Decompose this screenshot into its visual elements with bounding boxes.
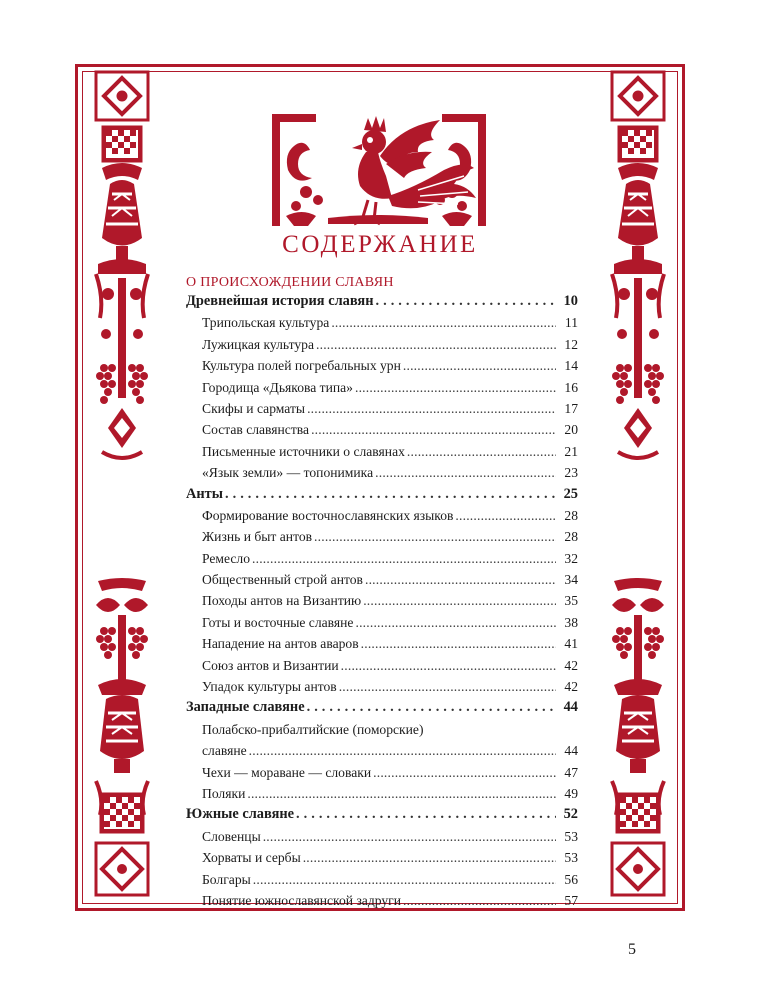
toc-entry-title: Общественный строй антов — [202, 572, 363, 588]
toc-entry[interactable] — [186, 462, 578, 483]
toc-page-number: 47 — [564, 764, 578, 780]
toc-entry[interactable] — [186, 419, 578, 440]
toc-leader-dots — [331, 312, 556, 333]
toc-entry-title: Лужицкая культура — [202, 336, 314, 352]
toc-entry-title: Письменные источники о славянах — [202, 443, 405, 459]
toc-entry-title: Союз антов и Византии — [202, 657, 339, 673]
toc-entry-title: Жизнь и быт антов — [202, 529, 313, 545]
toc-entry[interactable] — [186, 334, 578, 355]
toc-entry-title: Трипольская культура — [202, 315, 330, 331]
toc-entry-title: Словенцы — [202, 828, 261, 844]
toc-entry-title: Готы и восточные славяне — [202, 614, 354, 630]
toc-leader-dots — [373, 762, 556, 783]
toc-leader-dots — [355, 612, 556, 633]
toc-entry[interactable] — [186, 355, 578, 376]
toc-leader-dots — [253, 869, 556, 890]
folk-ornament-column-icon — [92, 575, 152, 905]
page-title: СОДЕРЖАНИЕ — [282, 231, 478, 258]
toc-leader-dots — [249, 740, 556, 761]
toc-page-number: 49 — [564, 785, 578, 801]
toc-entry[interactable] — [186, 377, 578, 398]
toc-entry[interactable] — [186, 633, 578, 654]
toc-entry[interactable] — [186, 740, 578, 761]
toc-entry[interactable] — [186, 655, 578, 676]
toc-entry[interactable] — [186, 526, 578, 547]
toc-chapter-entry[interactable] — [186, 697, 578, 718]
toc-entry[interactable] — [186, 890, 578, 911]
toc-page-number: 42 — [564, 657, 578, 673]
toc-entry-title: Поляки — [202, 785, 246, 801]
toc-leader-dots — [403, 890, 556, 911]
toc-entry-title: Упадок культуры антов — [202, 679, 337, 695]
toc-page-number: 41 — [564, 636, 578, 652]
toc-entry-title: «Язык земли» — топонимика — [202, 465, 374, 481]
toc-entry[interactable] — [186, 719, 578, 740]
toc-entry-title: Культура полей погребальных урн — [202, 358, 401, 374]
toc-leader-dots — [361, 633, 556, 654]
toc-page-number: 52 — [563, 806, 578, 823]
toc-entry-title: Болгары — [202, 871, 251, 887]
toc-page-number: 20 — [564, 422, 578, 438]
toc-page-number: 23 — [564, 465, 578, 481]
ornament-column-top-left — [92, 68, 152, 468]
toc-entry-title: Ремесло — [202, 550, 251, 566]
toc-entry-title: Формирование восточнославянских языков — [202, 507, 454, 523]
toc-entry-title: Полабско-прибалтийские (поморские) — [202, 721, 424, 737]
toc-entry-title: Древнейшая история славян — [186, 293, 374, 309]
toc-leader-dots — [307, 697, 556, 718]
toc-leader-dots — [355, 377, 556, 398]
toc-leader-dots — [341, 655, 556, 676]
toc-entry-title: Скифы и сарматы — [202, 400, 306, 416]
toc-entry[interactable] — [186, 312, 578, 333]
toc-chapter-entry[interactable] — [186, 804, 578, 825]
toc-leader-dots — [365, 569, 556, 590]
toc-page-number: 56 — [564, 871, 578, 887]
toc-entry[interactable] — [186, 826, 578, 847]
toc-leader-dots — [303, 847, 556, 868]
toc-page-number: 44 — [564, 743, 578, 759]
table-of-contents — [186, 291, 578, 911]
toc-entry[interactable] — [186, 441, 578, 462]
toc-page-number: 53 — [564, 850, 578, 866]
toc-page-number: 34 — [564, 572, 578, 588]
ornament-column-bottom-left — [92, 575, 152, 905]
toc-leader-dots — [311, 419, 556, 440]
folk-ornament-column-icon — [608, 575, 668, 905]
toc-leader-dots — [247, 783, 556, 804]
ornament-column-bottom-right — [608, 575, 668, 905]
toc-entry[interactable] — [186, 676, 578, 697]
toc-entry[interactable] — [186, 548, 578, 569]
toc-page-number: 17 — [564, 400, 578, 416]
toc-entry-title: Понятие южнославянской задруги — [202, 892, 402, 908]
toc-entry-title: Южные славяне — [186, 806, 295, 823]
toc-page-number: 14 — [564, 358, 578, 374]
toc-page-number: 42 — [564, 679, 578, 695]
toc-chapter-entry[interactable] — [186, 291, 578, 312]
toc-entry-title: Состав славянства — [202, 422, 310, 438]
firebird-illustration-icon — [268, 106, 490, 230]
toc-entry-title: славяне — [202, 743, 247, 759]
toc-entry-title: Западные славяне — [186, 699, 305, 716]
toc-page-number: 38 — [564, 614, 578, 630]
toc-page-number: 57 — [564, 892, 578, 908]
toc-leader-dots — [316, 334, 556, 355]
toc-leader-dots — [375, 462, 556, 483]
toc-entry-title: Походы антов на Византию — [202, 593, 362, 609]
folk-ornament-column-icon — [608, 68, 668, 468]
toc-leader-dots — [407, 441, 556, 462]
toc-entry[interactable] — [186, 869, 578, 890]
toc-leader-dots — [339, 676, 556, 697]
toc-page-number: 11 — [564, 315, 578, 331]
toc-leader-dots — [363, 590, 556, 611]
toc-page-number: 25 — [563, 485, 578, 502]
toc-entry[interactable] — [186, 505, 578, 526]
toc-leader-dots — [263, 826, 556, 847]
toc-leader-dots — [376, 291, 556, 312]
toc-page-number: 53 — [564, 828, 578, 844]
toc-chapter-entry[interactable] — [186, 484, 578, 505]
folk-ornament-column-icon — [92, 68, 152, 468]
toc-page-number: 44 — [563, 699, 578, 716]
toc-entry-title: Городища «Дьякова типа» — [202, 379, 353, 395]
toc-entry[interactable] — [186, 762, 578, 783]
toc-entry-title: Чехи — мораване — словаки — [202, 764, 372, 780]
toc-page-number: 10 — [563, 293, 578, 309]
toc-leader-dots — [403, 355, 556, 376]
toc-page-number: 12 — [564, 336, 578, 352]
toc-page-number: 21 — [564, 443, 578, 459]
toc-leader-dots — [252, 548, 556, 569]
toc-leader-dots — [307, 398, 556, 419]
ornament-column-top-right — [608, 68, 668, 468]
toc-page-number: 32 — [564, 550, 578, 566]
toc-leader-dots — [314, 526, 556, 547]
section-title: О ПРОИСХОЖДЕНИИ СЛАВЯН — [186, 275, 394, 290]
toc-leader-dots — [455, 505, 556, 526]
toc-entry[interactable] — [186, 612, 578, 633]
toc-page-number: 28 — [564, 507, 578, 523]
toc-entry[interactable] — [186, 398, 578, 419]
toc-page-number: 28 — [564, 529, 578, 545]
toc-entry-title: Анты — [186, 485, 223, 502]
toc-page-number: 35 — [564, 593, 578, 609]
toc-page-number: 16 — [564, 379, 578, 395]
toc-entry-title: Хорваты и сербы — [202, 850, 301, 866]
toc-leader-dots — [296, 804, 556, 825]
toc-entry[interactable] — [186, 569, 578, 590]
toc-entry-title: Нападение на антов аваров — [202, 636, 359, 652]
page-number: 5 — [628, 941, 636, 958]
toc-leader-dots — [225, 484, 556, 505]
firebird-illustration — [268, 106, 490, 230]
toc-entry[interactable] — [186, 783, 578, 804]
toc-entry[interactable] — [186, 847, 578, 868]
toc-entry[interactable] — [186, 590, 578, 611]
